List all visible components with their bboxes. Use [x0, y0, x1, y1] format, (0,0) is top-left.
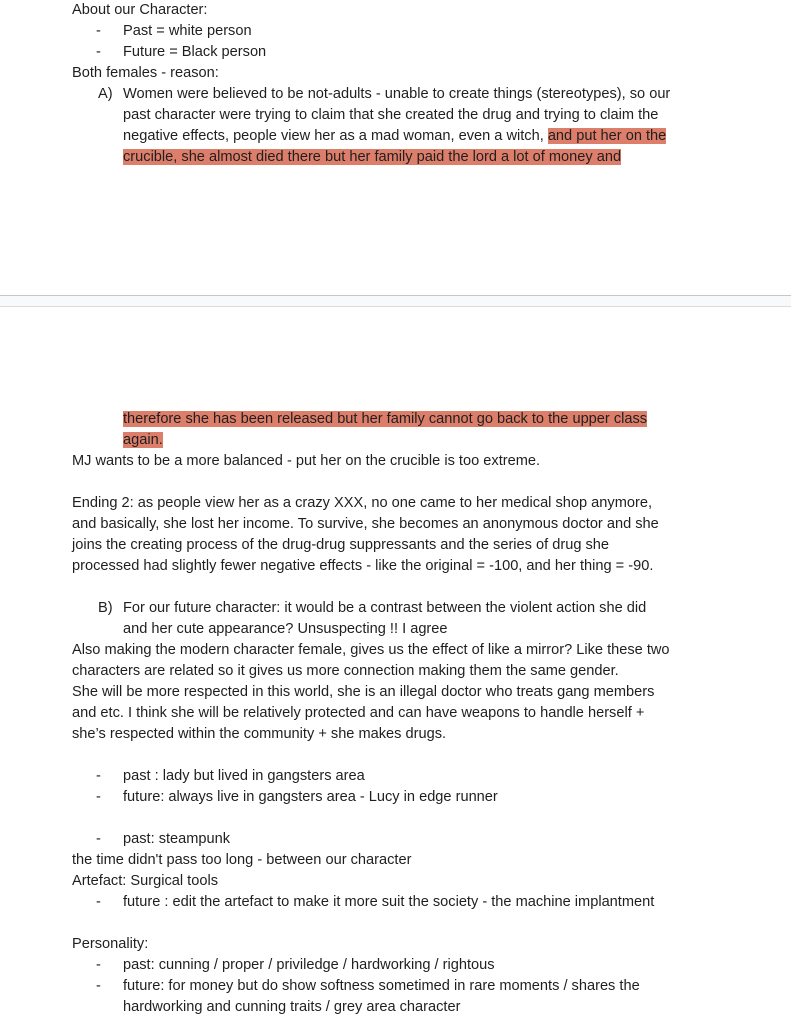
mj-note: MJ wants to be a more balanced - put her on the crucible is too extreme.: [72, 453, 541, 469]
list-item: Future = Black person: [123, 44, 267, 60]
paragraph-line: and her cute appearance? Unsuspecting !! I agree: [123, 621, 448, 637]
list-item: past: cunning / proper / priviledge / hardworking / rightous: [123, 957, 495, 973]
list-item: future : edit the artefact to make it more suit the society - the machine implantment: [123, 894, 655, 910]
highlighted-text: therefore she has been released but her family cannot go back to the upper class: [123, 411, 648, 427]
paragraph-line: [123, 409, 647, 430]
paragraph-line: she’s respected within the community + she makes drugs.: [72, 726, 447, 742]
both-heading: Both females - reason:: [72, 65, 219, 81]
paragraph-line: [123, 147, 621, 168]
bullet-dash: -: [96, 957, 101, 973]
list-item: future: for money but do show softness sometimed in rare moments / shares the: [123, 978, 640, 994]
page-break: [0, 295, 791, 307]
paragraph-line: past character were trying to claim that she created the drug and trying to claim the: [123, 107, 659, 123]
highlighted-text: and put her on the: [547, 128, 667, 144]
list-item: past : lady but lived in gangsters area: [123, 768, 365, 784]
bullet-dash: -: [96, 978, 101, 994]
highlighted-text: crucible, she almost died there but her family paid the lord a lot of money and: [123, 149, 622, 165]
document-page-1: [0, 0, 791, 295]
bullet-dash: -: [96, 894, 101, 910]
bullet-dash: -: [96, 831, 101, 847]
paragraph-line: [123, 126, 666, 147]
paragraph-line: and basically, she lost her income. To survive, she becomes an anonymous doctor and she: [72, 516, 659, 532]
list-marker-b: B): [98, 600, 113, 616]
list-item: past: steampunk: [123, 831, 231, 847]
paragraph-line: Ending 2: as people view her as a crazy XXX, no one came to her medical shop anymore,: [72, 495, 653, 511]
paragraph-line: joins the creating process of the drug-drug suppressants and the series of drug she: [72, 537, 610, 553]
artefact-heading: Artefact: Surgical tools: [72, 873, 219, 889]
list-item: Past = white person: [123, 23, 252, 39]
bullet-dash: -: [96, 789, 101, 805]
paragraph-line: characters are related so it gives us more connection making them the same gender.: [72, 663, 619, 679]
bullet-dash: -: [96, 44, 101, 60]
bullet-dash: -: [96, 23, 101, 39]
plain-text: negative effects, people view her as a mad woman, even a witch,: [123, 128, 548, 144]
paragraph-line: the time didn't pass too long - between our character: [72, 852, 412, 868]
about-heading: About our Character:: [72, 2, 208, 18]
paragraph-line: [123, 430, 163, 451]
paragraph-line: and etc. I think she will be relatively protected and can have weapons to handle herself +: [72, 705, 645, 721]
document-page-2: [0, 307, 791, 1024]
personality-heading: Personality:: [72, 936, 149, 952]
paragraph-line: Also making the modern character female, gives us the effect of like a mirror? Like these two: [72, 642, 670, 658]
paragraph-line: For our future character: it would be a contrast between the violent action she did: [123, 600, 647, 616]
bullet-dash: -: [96, 768, 101, 784]
paragraph-line: Women were believed to be not-adults - unable to create things (stereotypes), so our: [123, 86, 671, 102]
list-marker-a: A): [98, 86, 113, 102]
list-item: future: always live in gangsters area - Lucy in edge runner: [123, 789, 498, 805]
list-item-continuation: hardworking and cunning traits / grey area character: [123, 999, 461, 1015]
paragraph-line: processed had slightly fewer negative effects - like the original = -100, and her thing = -90.: [72, 558, 654, 574]
highlighted-text: again.: [123, 432, 163, 448]
paragraph-line: She will be more respected in this world, she is an illegal doctor who treats gang members: [72, 684, 655, 700]
